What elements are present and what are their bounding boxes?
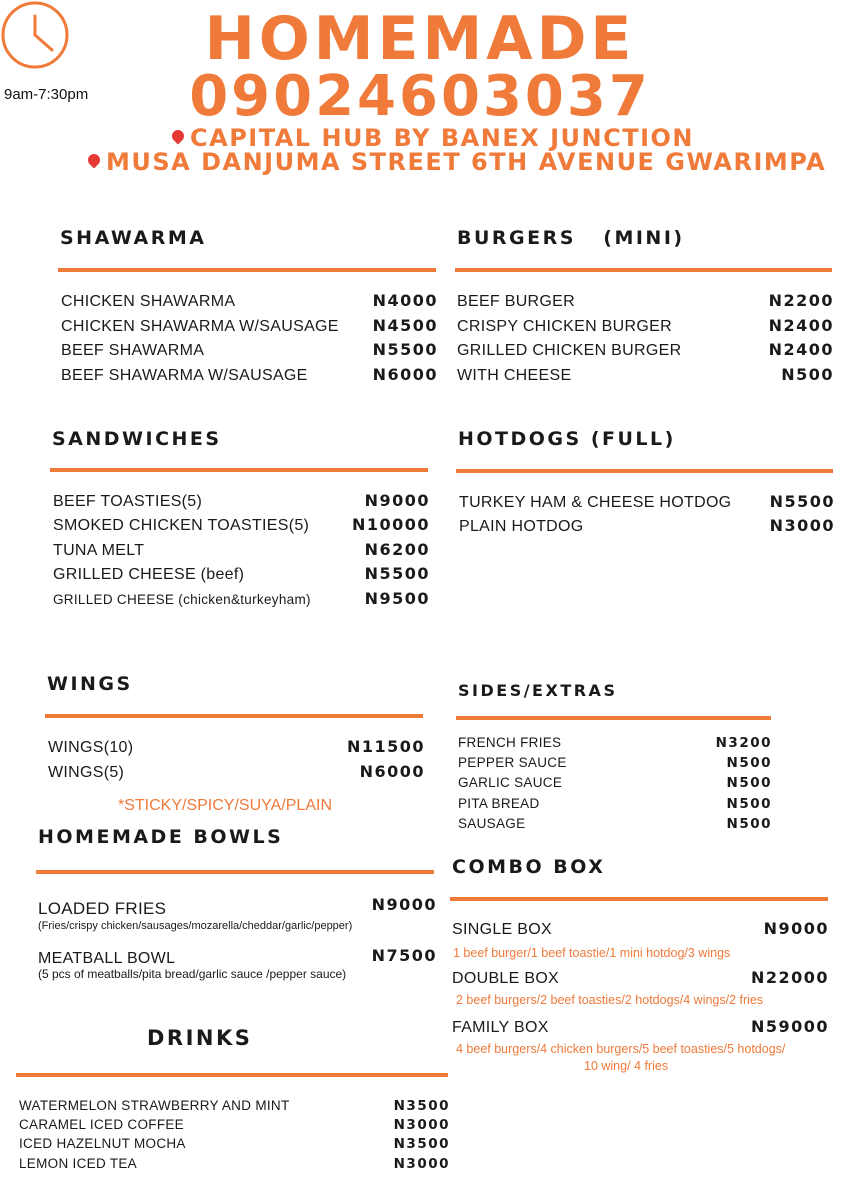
item-name: PITA BREAD: [458, 796, 540, 811]
address-line-1: CAPITAL HUB BY BANEX JUNCTION: [172, 124, 694, 152]
section-title-shawarma: SHAWARMA: [60, 227, 207, 249]
item-price: N2400: [768, 340, 834, 359]
item-price: N3000: [769, 516, 835, 535]
item-name: SAUSAGE: [458, 816, 526, 831]
item-price: N4500: [372, 316, 438, 335]
item-name: PEPPER SAUCE: [458, 755, 567, 770]
item-name: CRISPY CHICKEN BURGER: [457, 318, 672, 335]
item-price: N5500: [769, 492, 835, 511]
item-price: N4000: [372, 291, 438, 310]
item-name: WITH CHEESE: [457, 367, 572, 384]
location-pin-icon: [86, 152, 103, 169]
item-name: BEEF TOASTIES(5): [53, 493, 203, 510]
item-description: 4 beef burgers/4 chicken burgers/5 beef toasties/5 hotdogs/: [456, 1042, 786, 1056]
item-price: N5500: [372, 340, 438, 359]
item-name: GRILLED CHICKEN BURGER: [457, 342, 682, 359]
section-divider: [58, 268, 436, 272]
section-divider: [456, 469, 833, 473]
address-line-2: MUSA DANJUMA STREET 6TH AVENUE GWARIMPA: [88, 148, 826, 176]
location-pin-icon: [170, 128, 187, 145]
item-name: LOADED FRIES: [38, 899, 167, 918]
brand-title: HOMEMADE: [204, 4, 636, 74]
item-price: N22000: [750, 968, 829, 987]
menu-item: [457, 365, 834, 385]
item-price: N2400: [768, 316, 834, 335]
item-price: N500: [781, 365, 834, 384]
item-name: CARAMEL ICED COFFEE: [19, 1117, 184, 1132]
item-name: ICED HAZELNUT MOCHA: [19, 1136, 186, 1151]
section-title-drinks: DRINKS: [147, 1026, 253, 1050]
section-divider: [450, 897, 828, 901]
item-name: WINGS(5): [48, 764, 125, 781]
menu-item: [459, 516, 835, 536]
item-name: PLAIN HOTDOG: [459, 518, 584, 535]
menu-item: [48, 737, 425, 757]
item-price: N9000: [763, 919, 829, 938]
menu-item: [61, 316, 438, 336]
section-divider: [16, 1073, 448, 1077]
menu-item: [61, 340, 438, 360]
menu-item: [458, 816, 772, 832]
item-price: N10000: [351, 515, 430, 534]
item-name: CHICKEN SHAWARMA: [61, 293, 236, 310]
item-price: N3500: [393, 1098, 450, 1114]
item-name: WATERMELON STRAWBERRY AND MINT: [19, 1098, 290, 1113]
item-name: WINGS(10): [48, 739, 134, 756]
item-name: GARLIC SAUCE: [458, 775, 563, 790]
item-price: N9000: [371, 895, 437, 914]
menu-item: [19, 1156, 450, 1172]
menu-item: [459, 492, 835, 512]
item-price: N500: [726, 796, 772, 812]
item-price: N3000: [393, 1156, 450, 1172]
menu-item: [457, 340, 834, 360]
item-price: N500: [726, 755, 772, 771]
item-name: MEATBALL BOWL: [38, 950, 176, 967]
menu-item: [452, 919, 829, 939]
menu-item: [19, 1117, 450, 1133]
item-name: SINGLE BOX: [452, 921, 552, 938]
section-divider: [50, 468, 428, 472]
section-title-hotdogs: HOTDOGS (FULL): [458, 428, 676, 450]
section-title-combo: COMBO BOX: [452, 856, 606, 878]
menu-item: [19, 1136, 450, 1152]
menu-item: [19, 1098, 450, 1114]
menu-item: [61, 291, 438, 311]
menu-item: [458, 775, 772, 791]
item-description: 10 wing/ 4 fries: [584, 1059, 669, 1073]
item-price: N2200: [768, 291, 834, 310]
menu-item: [452, 968, 829, 988]
menu-item: [53, 515, 430, 535]
menu-item: [53, 540, 430, 560]
section-title-burgers: BURGERS (MINI): [457, 227, 685, 249]
menu-item: [53, 564, 430, 584]
item-name: TURKEY HAM & CHEESE HOTDOG: [459, 494, 732, 511]
item-price: N3500: [393, 1136, 450, 1152]
item-price: N500: [726, 775, 772, 791]
menu-item: [38, 895, 437, 919]
menu-item: [61, 365, 438, 385]
menu-item: [38, 946, 437, 968]
item-name: GRILLED CHEESE (beef): [53, 566, 245, 583]
item-price: N59000: [750, 1017, 829, 1036]
item-name: GRILLED CHEESE (chicken&turkeyham): [53, 592, 311, 607]
item-price: N3200: [715, 735, 772, 751]
clock-icon: [0, 0, 70, 70]
section-divider: [36, 870, 434, 874]
section-divider: [45, 714, 423, 718]
menu-item: [458, 796, 772, 812]
opening-hours: 9am-7:30pm: [4, 86, 89, 103]
item-price: N9000: [364, 491, 430, 510]
item-name: LEMON ICED TEA: [19, 1156, 137, 1171]
item-description: (Fries/crispy chicken/sausages/mozarella/cheddar/garlic/pepper): [38, 920, 353, 932]
item-price: N9500: [364, 589, 430, 608]
menu-item: [53, 589, 430, 608]
item-name: BEEF SHAWARMA W/SAUSAGE: [61, 367, 308, 384]
item-price: N500: [726, 816, 772, 832]
section-divider: [456, 716, 771, 720]
item-name: FAMILY BOX: [452, 1019, 549, 1036]
item-price: N7500: [371, 946, 437, 965]
item-name: SMOKED CHICKEN TOASTIES(5): [53, 517, 310, 534]
menu-item: [48, 762, 425, 782]
item-name: BEEF BURGER: [457, 293, 575, 310]
item-name: CHICKEN SHAWARMA W/SAUSAGE: [61, 318, 339, 335]
menu-item: [458, 755, 772, 771]
menu-item: [457, 316, 834, 336]
section-title-sandwiches: SANDWICHES: [52, 428, 222, 450]
item-name: TUNA MELT: [53, 542, 145, 559]
item-price: N6000: [359, 762, 425, 781]
section-title-bowls: HOMEMADE BOWLS: [38, 826, 284, 848]
item-description: (5 pcs of meatballs/pita bread/garlic sauce /pepper sauce): [38, 967, 347, 981]
menu-item: [457, 291, 834, 311]
item-description: 2 beef burgers/2 beef toasties/2 hotdogs/4 wings/2 fries: [456, 993, 764, 1007]
item-price: N5500: [364, 564, 430, 583]
section-title-wings: WINGS: [47, 673, 133, 695]
menu-item: [458, 735, 772, 751]
item-name: BEEF SHAWARMA: [61, 342, 205, 359]
wing-flavours-note: *STICKY/SPICY/SUYA/PLAIN: [118, 797, 332, 814]
item-price: N3000: [393, 1117, 450, 1133]
phone-number: 09024603037: [189, 64, 651, 129]
section-divider: [455, 268, 832, 272]
item-price: N11500: [346, 737, 425, 756]
section-title-sides: SIDES/EXTRAS: [458, 681, 618, 700]
menu-item: [452, 1017, 829, 1037]
item-description: 1 beef burger/1 beef toastie/1 mini hotdog/3 wings: [453, 946, 731, 960]
item-price: N6200: [364, 540, 430, 559]
item-price: N6000: [372, 365, 438, 384]
item-name: FRENCH FRIES: [458, 735, 562, 750]
menu-item: [53, 491, 430, 511]
item-name: DOUBLE BOX: [452, 970, 560, 987]
